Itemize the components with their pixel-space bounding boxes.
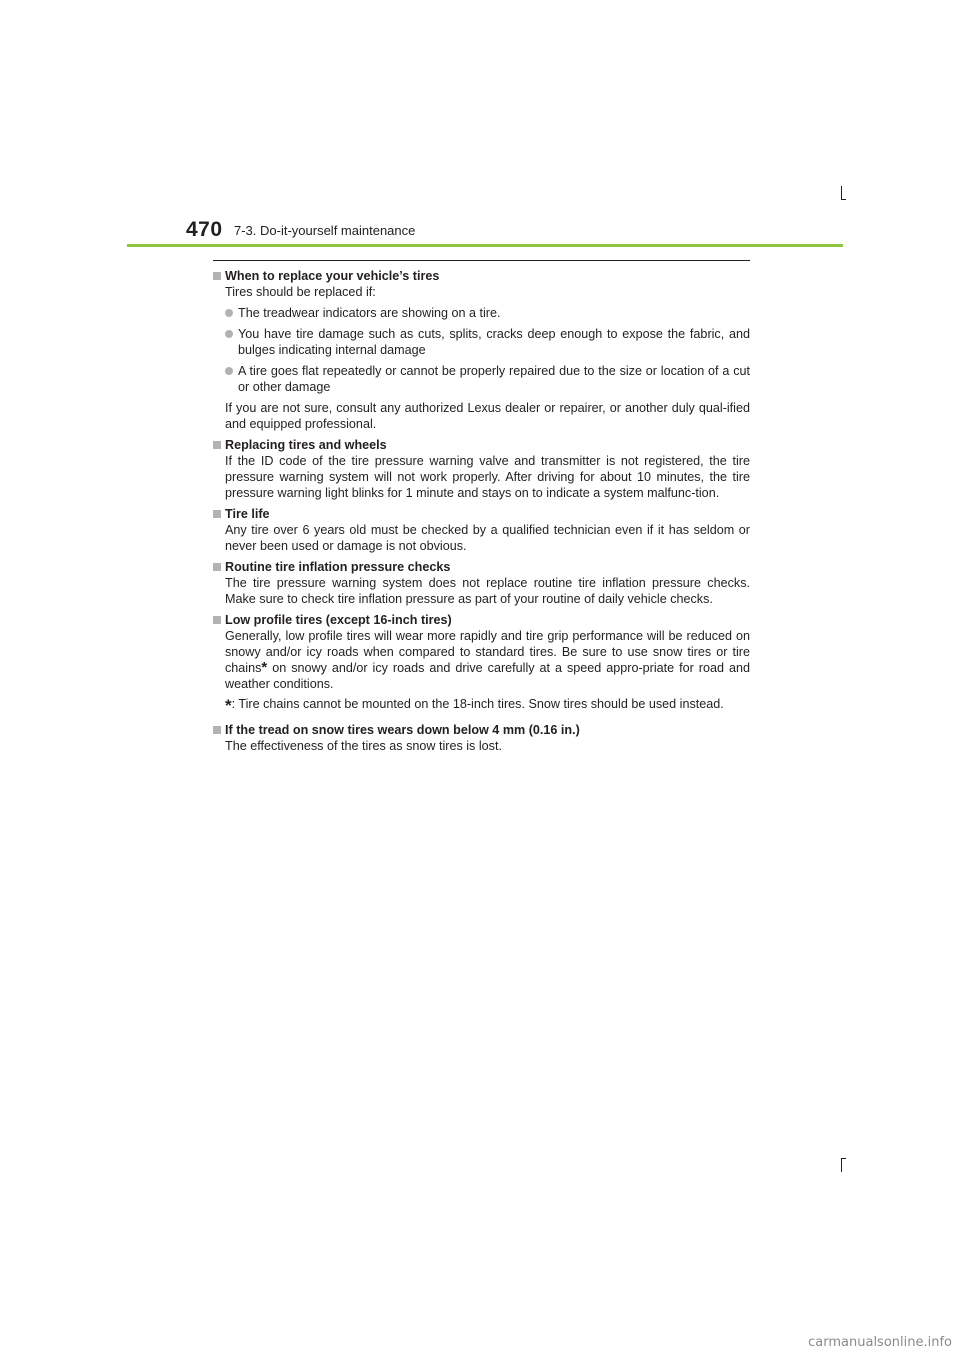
footnote-star: * (225, 696, 232, 715)
list-item: The treadwear indicators are showing on a tire. (213, 305, 750, 321)
crop-mark-bottom (841, 1158, 842, 1172)
circle-bullet-icon (225, 309, 233, 317)
header-rule (127, 244, 843, 247)
footnote: *: Tire chains cannot be mounted on the 18-inch tires. Snow tires should be used instead. (225, 696, 724, 715)
section-body: Generally, low profile tires will wear more rapidly and tire grip performance will be reduced on snowy and/or icy roads when compared to standard tires. Be sure to use snow tires or tire chains* on snowy and/or icy roads and drive carefully at a speed appro-priate for road and weather conditions. (225, 629, 750, 691)
page-content (213, 268, 750, 754)
section-body: The effectiveness of the tires as snow tires is lost. (225, 739, 502, 753)
page-number: 470 (186, 218, 223, 241)
section-intro: Tires should be replaced if: (225, 285, 376, 299)
section-low-profile (213, 612, 750, 714)
section-heading: Replacing tires and wheels (213, 437, 750, 453)
content-rule (213, 260, 750, 261)
section-heading: Routine tire inflation pressure checks (213, 559, 750, 575)
section-body: The tire pressure warning system does not replace routine tire inflation pressure checks. Make sure to check tire inflation pressure as part of your routine of daily vehicle checks. (225, 576, 750, 606)
section-heading: Low profile tires (except 16-inch tires) (213, 612, 750, 628)
section-snow-tires (213, 722, 750, 754)
section-tire-life (213, 506, 750, 554)
square-bullet-icon (213, 441, 221, 449)
crop-mark-top (841, 186, 842, 200)
circle-bullet-icon (225, 330, 233, 338)
square-bullet-icon (213, 510, 221, 518)
square-bullet-icon (213, 272, 221, 280)
section-heading: If the tread on snow tires wears down below 4 mm (0.16 in.) (213, 722, 750, 738)
square-bullet-icon (213, 563, 221, 571)
section-replace-tires (213, 268, 750, 432)
section-outro: If you are not sure, consult any authorized Lexus dealer or repairer, or another duly qual-ified and equipped professional. (225, 401, 750, 431)
footnote-marker: * (261, 659, 268, 676)
crop-mark-top-tick (841, 199, 846, 200)
section-replacing-wheels (213, 437, 750, 501)
section-body: Any tire over 6 years old must be checked by a qualified technician even if it has seldom or never been used or damage is not obvious. (225, 523, 750, 553)
watermark: carmanualsonline.info (808, 1335, 952, 1350)
section-title: 7-3. Do-it-yourself maintenance (234, 223, 416, 238)
circle-bullet-icon (225, 367, 233, 375)
crop-mark-bottom-tick (841, 1158, 846, 1159)
square-bullet-icon (213, 726, 221, 734)
list-item: You have tire damage such as cuts, splits, cracks deep enough to expose the fabric, and bulges indicating internal damage (213, 326, 750, 358)
bullet-list (213, 305, 750, 395)
section-body: If the ID code of the tire pressure warning valve and transmitter is not registered, the tire pressure warning system will not work properly. After driving for about 10 minutes, the tire pressure warning light blinks for 1 minute and stays on to indicate a system malfunc-tion. (225, 454, 750, 500)
section-heading: When to replace your vehicle’s tires (213, 268, 750, 284)
list-item: A tire goes flat repeatedly or cannot be properly repaired due to the size or location of a cut or other damage (213, 363, 750, 395)
section-heading: Tire life (213, 506, 750, 522)
square-bullet-icon (213, 616, 221, 624)
section-pressure-checks (213, 559, 750, 607)
